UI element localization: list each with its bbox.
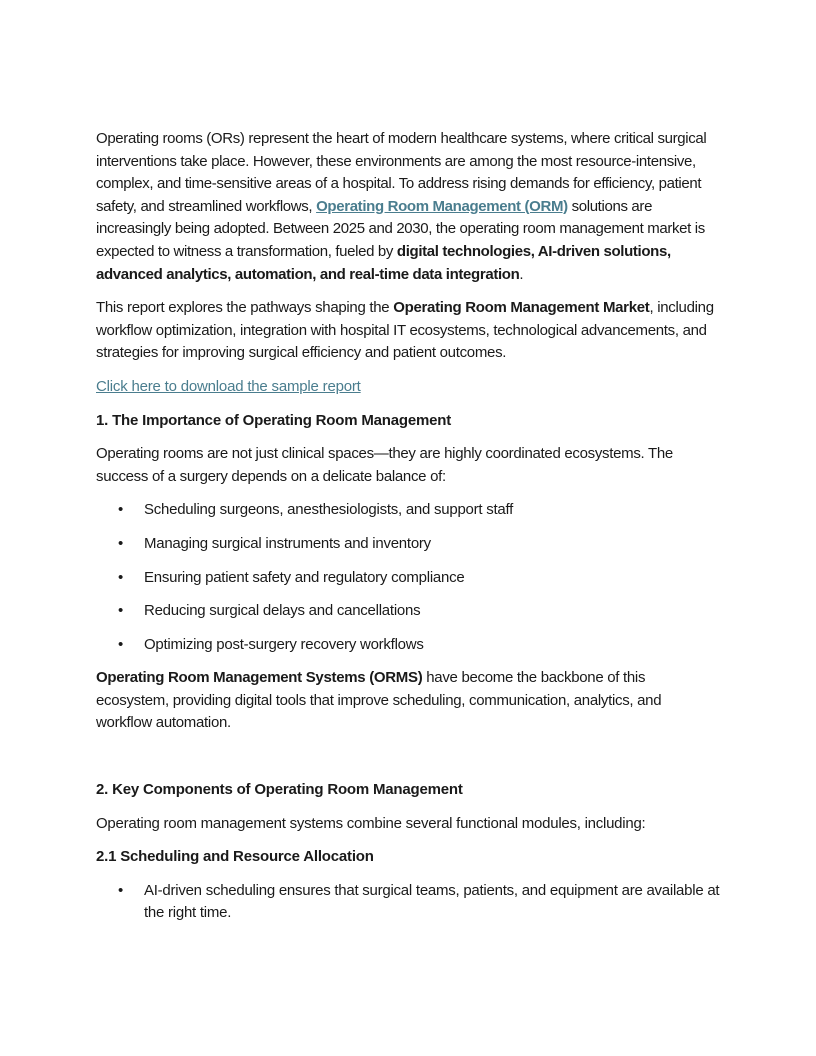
orms-paragraph — [96, 667, 720, 735]
section1-bullet-list — [96, 499, 720, 656]
list-item-text: Ensuring patient safety and regulatory compliance — [144, 568, 465, 586]
report-text-2: , including workflow optimization, integration with hospital IT ecosystems, technological advancements, and strategies for improving surgical efficiency and patient outcomes. — [96, 299, 714, 362]
orms-bold: Operating Room Management Systems (ORMS) — [96, 669, 423, 687]
section2-1-heading: 2.1 Scheduling and Resource Allocation — [96, 848, 374, 866]
bullet-icon: • — [118, 568, 124, 586]
report-paragraph — [96, 297, 720, 365]
section1-intro: Operating rooms are not just clinical spaces—they are highly coordinated ecosystems. The success of a surgery depends on a delicate balance of: — [96, 445, 673, 485]
list-item-text: Managing surgical instruments and inventory — [144, 534, 431, 552]
download-sample-link[interactable]: Click here to download the sample report — [96, 377, 361, 395]
list-item-text: AI-driven scheduling ensures that surgical teams, patients, and equipment are available at the right time. — [144, 881, 720, 922]
section-spacer — [96, 746, 720, 779]
report-bold: Operating Room Management Market — [393, 299, 650, 317]
list-item-text: Reducing surgical delays and cancellations — [144, 602, 421, 620]
section2-intro: Operating room management systems combine several functional modules, including: — [96, 814, 646, 832]
list-item — [96, 880, 720, 925]
orm-link[interactable]: Operating Room Management (ORM) — [316, 197, 568, 215]
list-item — [96, 567, 720, 590]
intro-text-1: Operating rooms (ORs) represent the heart of modern healthcare systems, where critical surgical interventions take place. However, these environments are among the most resource-intensive, complex, and time-sensitive areas of a hospital. To address rising demands for efficiency, patient safety, and streamlined workflows, — [96, 130, 707, 215]
intro-text-3: . — [519, 265, 524, 283]
intro-paragraph — [96, 128, 720, 286]
document-page — [96, 128, 720, 936]
list-item-text: Scheduling surgeons, anesthesiologists, and support staff — [144, 501, 514, 519]
list-item — [96, 499, 720, 522]
bullet-icon: • — [118, 881, 124, 899]
section2-bullet-list — [96, 880, 720, 925]
list-item — [96, 600, 720, 623]
list-item-text: Optimizing post-surgery recovery workflows — [144, 635, 424, 653]
intro-bold: digital technologies, AI-driven solutions, advanced analytics, automation, and real-time data integration — [96, 242, 671, 283]
report-text-1: This report explores the pathways shaping the — [96, 299, 394, 317]
section1-heading: 1. The Importance of Operating Room Management — [96, 411, 452, 429]
bullet-icon: • — [118, 635, 124, 653]
bullet-icon: • — [118, 534, 124, 552]
intro-text-2: solutions are increasingly being adopted. Between 2025 and 2030, the operating room management market is expected to witness a transformation, fueled by — [96, 197, 705, 260]
list-item — [96, 533, 720, 556]
list-item — [96, 634, 720, 657]
orms-text: have become the backbone of this ecosystem, providing digital tools that improve scheduling, communication, analytics, and workflow automation. — [96, 669, 662, 732]
bullet-icon: • — [118, 501, 124, 519]
bullet-icon: • — [118, 602, 124, 620]
section2-heading: 2. Key Components of Operating Room Management — [96, 781, 463, 799]
